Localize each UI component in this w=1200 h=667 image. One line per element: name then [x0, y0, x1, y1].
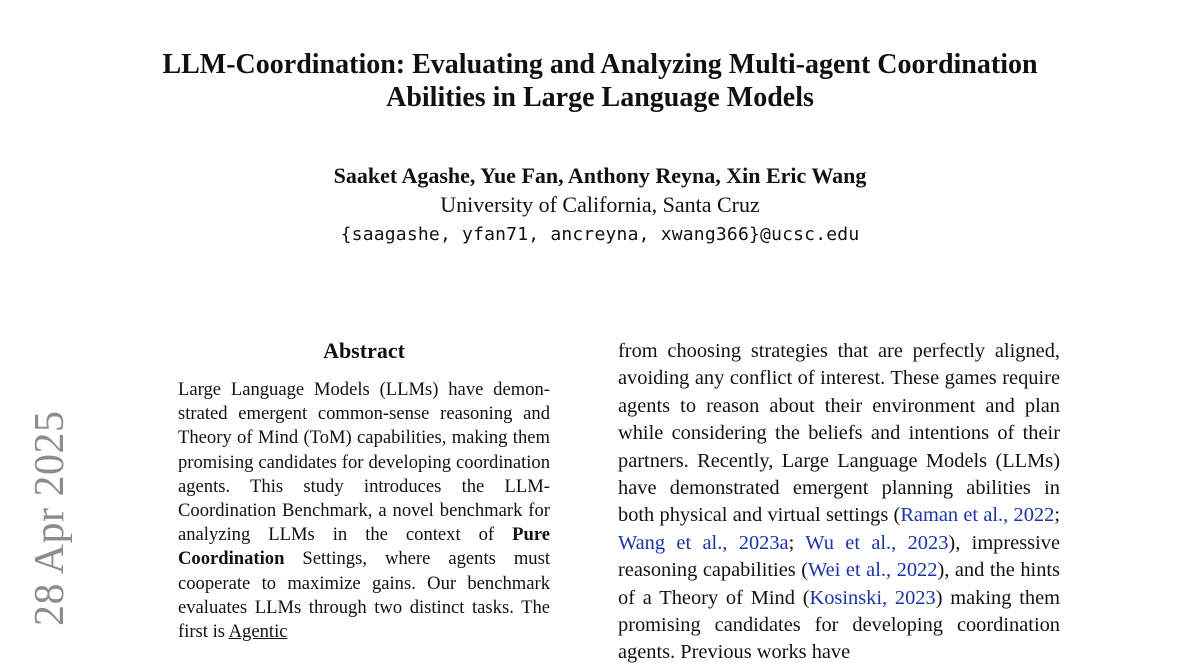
introduction-column [618, 338, 1060, 667]
citation-link-wang-2023a[interactable]: Wang et al., 2023a [618, 531, 789, 554]
arxiv-date-stamp: 28 Apr 2025 [27, 410, 73, 626]
intro-text-3: ), and the hints of a Theory of Mind ( [618, 559, 1060, 609]
author-emails: {saagashe, yfan71, ancreyna, xwang366}@ucsc.edu [340, 224, 860, 245]
abstract-heading: Abstract [323, 338, 405, 363]
citation-separator: ; [1054, 504, 1060, 527]
intro-text-1: from choosing strategies that are perfectly aligned, avoiding any conflict of interest. These games require agents to reason about their environment and plan while considering the beliefs and intentions of their partners. Recently, Large Language Models (LLMs) have demonstrated emergent planning abilities in both physical and virtual settings ( [618, 340, 1060, 527]
introduction-paragraph [618, 338, 1060, 667]
abstract-text-2: Settings, where agents must cooperate to maximize gains. Our benchmark evaluates LLMs through two distinct tasks. The first is [178, 548, 550, 643]
author-list: Saaket Agashe, Yue Fan, Anthony Reyna, Xin Eric Wang [333, 163, 867, 188]
abstract-text-1: Large Language Models (LLMs) have demonstrated emergent common-sense reasoning and Theory of Mind (ToM) capabilities, making them promising candidates for developing coordination agents. This study introduces the LLM-Coordination Benchmark, a novel benchmark for analyzing LLMs in the context of [178, 379, 550, 546]
paper-title-line-2: Abilities in Large Language Models [386, 82, 814, 113]
affiliation: University of California, Santa Cruz [440, 192, 760, 217]
abstract-underlined-term: Agentic [228, 621, 288, 643]
abstract-paragraph [178, 378, 550, 644]
citation-link-raman-2022[interactable]: Raman et al., 2022 [900, 504, 1055, 527]
abstract-body [178, 378, 550, 644]
paper-title-line-1: LLM-Coordination: Evaluating and Analyzing Multi-agent Coordination [162, 49, 1038, 80]
abstract-bold-term: Pure Coordination [178, 524, 550, 570]
citation-link-kosinski-2023[interactable]: Kosinski, 2023 [809, 586, 936, 609]
intro-text-2: ), impressive reasoning capabilities ( [618, 531, 1060, 582]
paper-title [0, 48, 1200, 114]
citation-link-wei-2022[interactable]: Wei et al., 2022 [808, 559, 938, 582]
citation-link-wu-2023[interactable]: Wu et al., 2023 [805, 531, 949, 554]
citation-separator: ; [788, 531, 806, 554]
intro-text-4: ) making them promising candidates for developing coordination agents. Previous works have [618, 586, 1061, 664]
